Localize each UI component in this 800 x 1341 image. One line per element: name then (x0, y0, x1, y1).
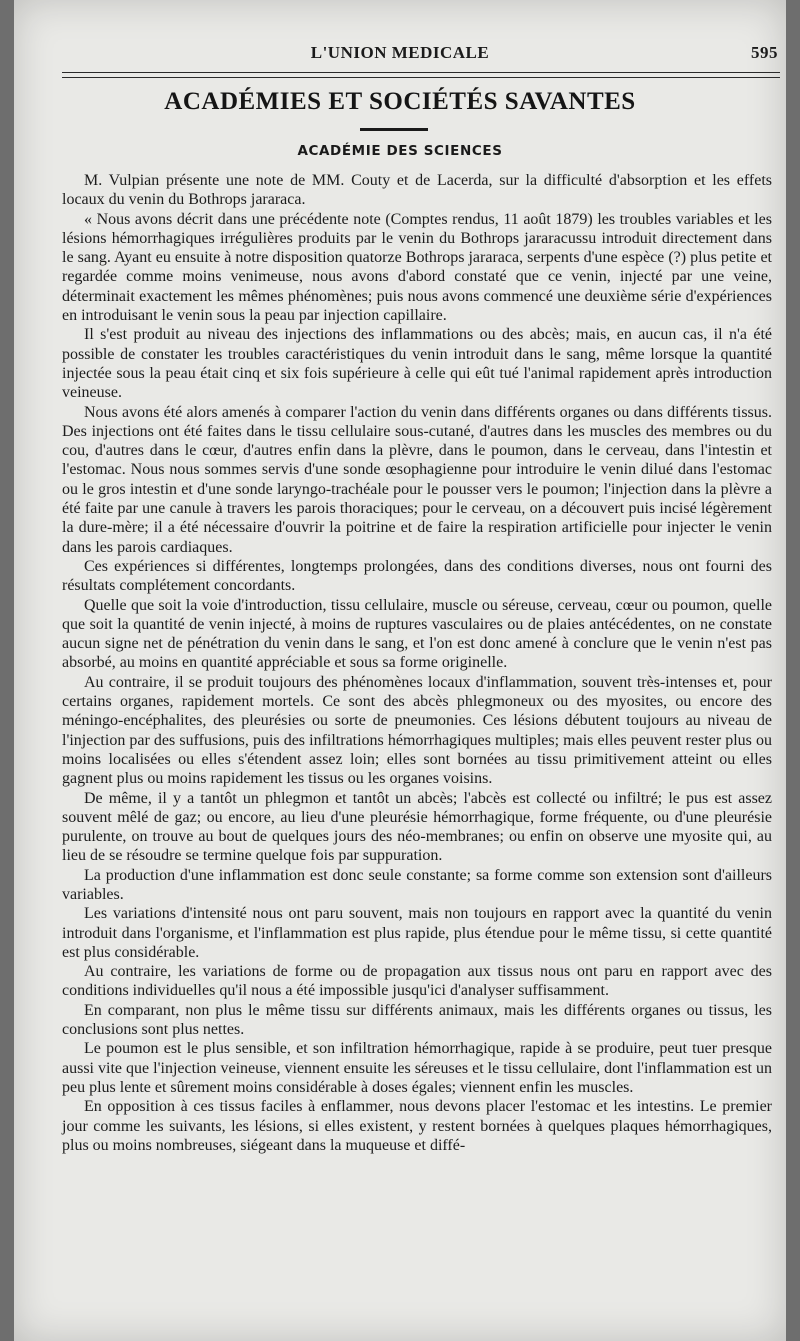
paragraph: Il s'est produit au niveau des injections des inflammations ou des abcès; mais, en aucun cas, il n'a été possible de constater les troubles caractéristiques du venin introduit dans le sang, même lorsque la quantité injectée sous la peau était cinq et six fois supérieure à celle qui eût tué l'animal rapidement après introduction veineuse. (62, 326, 772, 402)
section-title: ACADÉMIES ET SOCIÉTÉS SAVANTES (164, 88, 636, 115)
paragraph: Le poumon est le plus sensible, et son infiltration hémorrhagique, rapide à se produire, peut tuer presque aussi vite que l'injection veineuse, viennent ensuite les séreuses et le tissu cellulaire, dont l'inflammation est un peu plus lente et sûrement moins considérable à doses égales; viennent enfin les muscles. (62, 1040, 772, 1096)
header-rule-thin (62, 77, 780, 78)
paragraph: En opposition à ces tissus faciles à enflammer, nous devons placer l'estomac et les intestins. Le premier jour comme les suivants, les lésions, si elles existent, y restent bornées à quelques plaques hémorrhagiques, plus ou moins nombreuses, siégeant dans la muqueuse et diffé- (62, 1098, 772, 1154)
paragraph: « Nous avons décrit dans une précédente note (Comptes rendus, 11 août 1879) les troubles variables et les lésions hémorrhagiques irrégulières produits par le venin du Bothrops jararacussu introduit directement dans le sang. Ayant eu ensuite à notre disposition quatorze Bothrops jararaca, serpents d'une espèce (?) plus petite et regardée comme moins venimeuse, nous avons d'abord constaté que ce venin, injecté par une veine, déterminait exactement les mêmes phénomènes; puis nous avons commencé une deuxième série d'expériences en introduisant le venin sous la peau par injection capillaire. (62, 210, 772, 325)
article-body (62, 171, 772, 1155)
subsection-title: ACADÉMIE DES SCIENCES (297, 143, 503, 159)
paragraph: Les variations d'intensité nous ont paru souvent, mais non toujours en rapport avec la quantité du venin introduit dans l'organisme, et l'inflammation est plus rapide, plus étendue pour le même tissu, si cette quantité est plus considérable. (62, 905, 772, 961)
paragraph: Quelle que soit la voie d'introduction, tissu cellulaire, muscle ou séreuse, cerveau, cœur ou poumon, quelle que soit la quantité de venin injecté, à moins de ruptures vasculaires ou de plaies antécédentes, on ne constate aucun signe net de pénétration du venin dans le sang, et l'on est donc amené à conclure que le venin n'est pas absorbé, au moins en quantité appréciable et sous sa forme originelle. (62, 596, 772, 672)
page-number: 595 (751, 43, 778, 62)
paragraph: Ces expériences si différentes, longtemps prolongées, dans des conditions diverses, nous ont fourni des résultats complétement concordants. (62, 557, 772, 595)
paragraph: Au contraire, il se produit toujours des phénomènes locaux d'inflammation, souvent très-intenses et, pour certains organes, rapidement mortels. Ce sont des abcès phlegmoneux ou des myosites, ou encore des méningo-encéphalites, des pleurésies ou sorte de pneumonies. Ces lésions débutent toujours au niveau de l'injection par des suffusions, puis des infiltrations hémorrhagiques multiples; mais elles peuvent rester plus ou moins localisées ou elles s'étendent assez loin; elles sont bornées au tissu primitivement atteint ou elles gagnent plus ou moins rapidement les tissus ou les organes voisins. (62, 673, 772, 788)
paragraph: En comparant, non plus le même tissu sur différents animaux, mais les différents organes ou tissus, les conclusions sont plus nettes. (62, 1001, 772, 1039)
paragraph: De même, il y a tantôt un phlegmon et tantôt un abcès; l'abcès est collecté ou infiltré; le pus est assez souvent mêlé de gaz; ou encore, au lieu d'une pleurésie hémorrhagique, forme fréquente, ou d'une pleurésie purulente, on trouve au bout de quelques jours des néo-membranes; ou enfin on observe une myosite qui, au lieu de se résoudre se termine quelque fois par suppuration. (62, 789, 772, 865)
paragraph: Au contraire, les variations de forme ou de propagation aux tissus nous ont paru en rapport avec des conditions individuelles qu'il nous a été impossible jusqu'ici d'analyser suffisamment. (62, 963, 772, 1000)
paragraph: Nous avons été alors amenés à comparer l'action du venin dans différents organes ou dans différents tissus. Des injections ont été faites dans le tissu cellulaire sous-cutané, d'autres dans les muscles des membres ou du cou, d'autres dans le cœur, d'autres enfin dans la plèvre, dans le poumon, dans le cerveau, dans l'intestin et l'estomac. Nous nous sommes servis d'une sonde œsophagienne pour introduire le venin dilué dans l'estomac ou le gros intestin et d'une sonde laryngo-trachéale pour le pousser vers le poumon; l'injection dans la plèvre a été faite par une canule à travers les parois thoraciques; pour le cerveau, on a découvert puis incisé légèrement la dure-mère; il a été nécessaire d'ouvrir la poitrine et de faire la respiration artificielle pour injecter le venin dans les parois cardiaques. (62, 403, 772, 556)
section-divider (360, 128, 428, 131)
paragraph: La production d'une inflammation est donc seule constante; sa forme comme son extension sont d'ailleurs variables. (62, 866, 772, 903)
document-page (14, 0, 786, 1341)
running-header (14, 43, 786, 67)
header-rule (62, 72, 780, 73)
paragraph: M. Vulpian présente une note de MM. Couty et de Lacerda, sur la difficulté d'absorption et les effets locaux du venin du Bothrops jararaca. (62, 172, 772, 209)
journal-title: L'UNION MEDICALE (310, 43, 490, 62)
